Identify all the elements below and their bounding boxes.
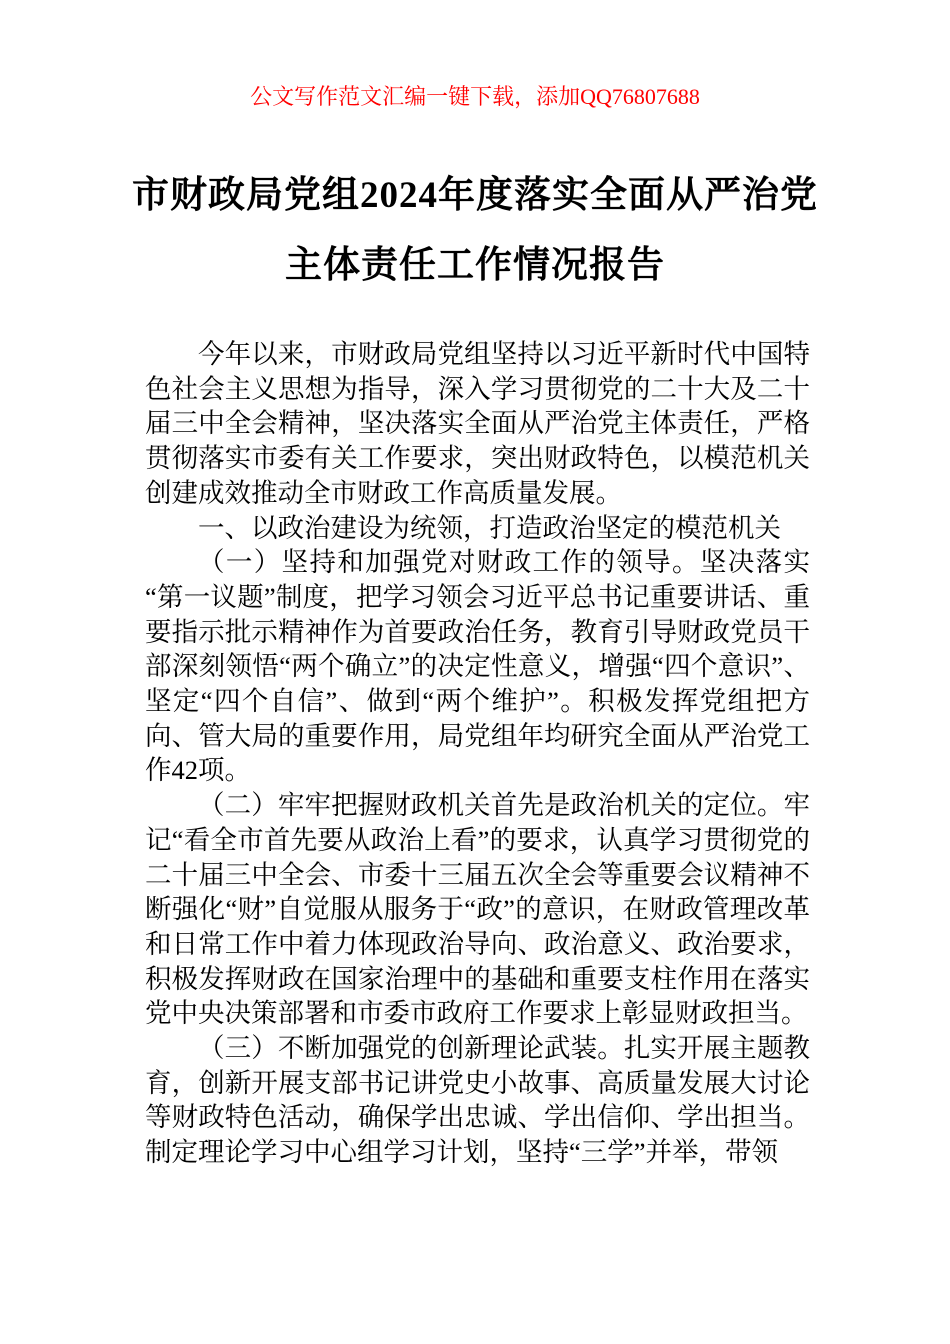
promo-notice-text: 公文写作范文汇编一键下载，添加QQ76807688 (250, 84, 700, 109)
paragraph-item-2: （二）牢牢把握财政机关首先是政治机关的定位。牢记“看全市首先要从政治上看”的要求，认真学习贯彻党的二十届三中全会、市委十三届五次全会等重要会议精神不断强化“财”自觉服从服务于“政”的意识，在财政管理改革和日常工作中着力体现政治导向、政治意义、政治要求，积极发挥财政在国家治理中的基础和重要支柱作用在落实党中央决策部署和市委市政府工作要求上彰显财政担当。 (145, 790, 810, 1029)
document-title (0, 161, 950, 301)
paragraph-item-1: （一）坚持和加强党对财政工作的领导。坚决落实“第一议题”制度，把学习领会习近平总书记重要讲话、重要指示批示精神作为首要政治任务，教育引导财政党员干部深刻领悟“两个确立”的决定性意义，增强“四个意识”、坚定“四个自信”、做到“两个维护”。积极发挥党组把方向、管大局的重要作用，局党组年均研究全面从严治党工作42项。 (145, 547, 810, 786)
document-title-line2: 主体责任工作情况报告 (285, 245, 665, 286)
document-body (145, 337, 810, 1170)
section-heading-1: 一、以政治建设为统领，打造政治坚定的模范机关 (198, 512, 781, 543)
paragraph-intro: 今年以来，市财政局党组坚持以习近平新时代中国特色社会主义思想为指导，深入学习贯彻党的二十大及二十届三中全会精神，坚决落实全面从严治党主体责任，严格贯彻落实市委有关工作要求，突出财政特色，以模范机关创建成效推动全市财政工作高质量发展。 (145, 339, 810, 508)
paragraph-item-3: （三）不断加强党的创新理论武装。扎实开展主题教育，创新开展支部书记讲党史小故事、高质量发展大讨论等财政特色活动，确保学出忠诚、学出信仰、学出担当。制定理论学习中心组学习计划，坚持“三学”并举，带领 (145, 1033, 810, 1168)
document-title-line1: 市财政局党组2024年度落实全面从严治党 (132, 175, 818, 216)
